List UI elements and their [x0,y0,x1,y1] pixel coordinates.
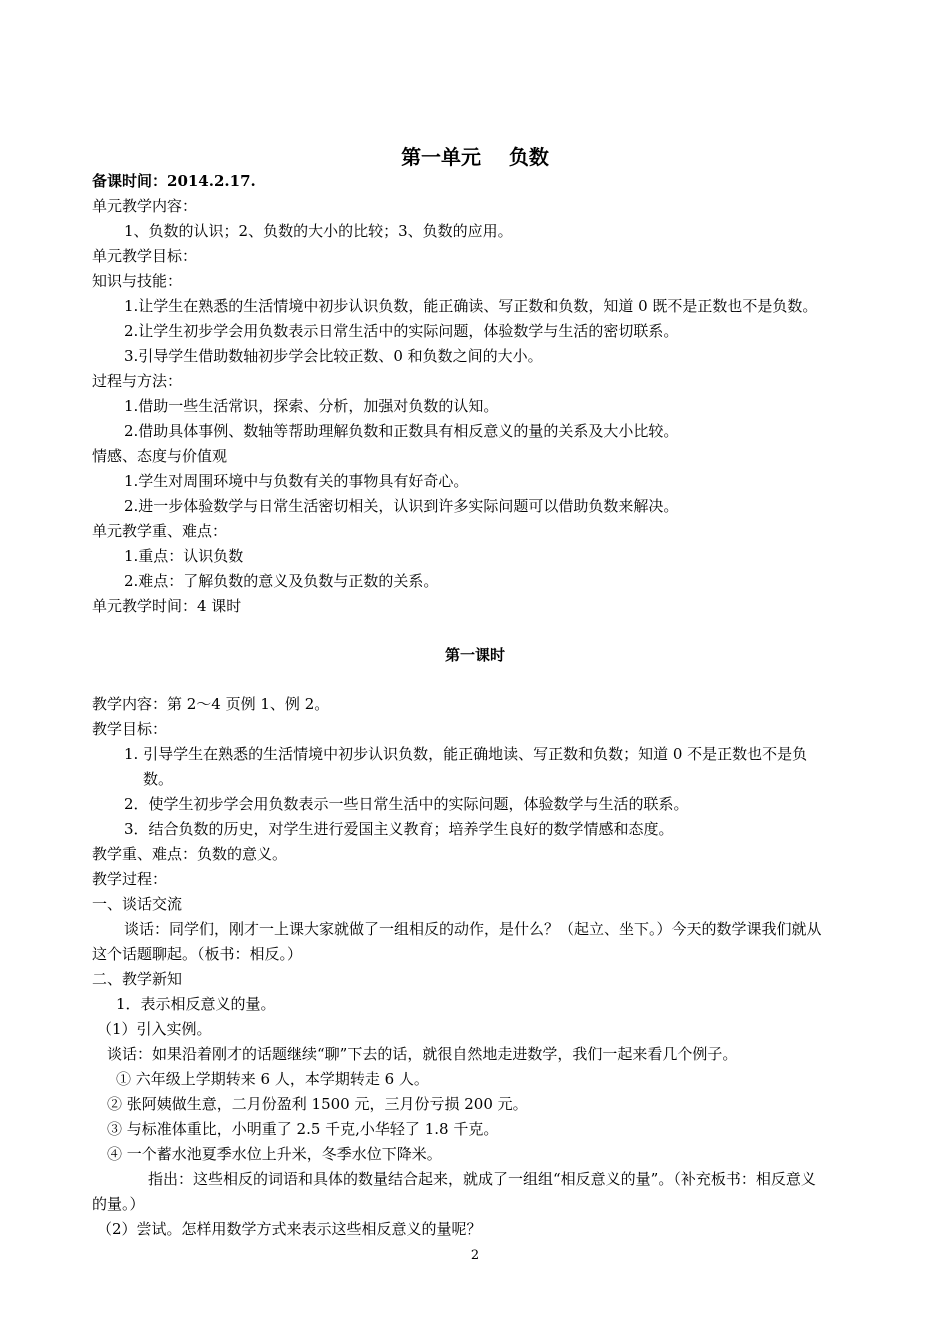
talk-paragraph-cont: 这个话题聊起。（板书：相反。） [92,945,303,963]
unit-title: 第一单元 负数 [401,145,549,169]
step-sub: （1）引入实例。 [97,1020,212,1038]
section-heading: 二、教学新知 [92,970,183,988]
process-item: 1.借助一些生活常识，探索、分析，加强对负数的认知。 [124,397,499,415]
point-paragraph-cont: 的量。） [92,1195,145,1213]
example-item: ④ 一个蓄水池夏季水位上升米，冬季水位下降米。 [107,1145,442,1163]
knowledge-item: 2.让学生初步学会用负数表示日常生活中的实际问题，体验数学与生活的密切联系。 [124,322,679,340]
lesson-title: 第一课时 [444,646,505,664]
lesson-process-label: 教学过程： [92,870,168,888]
lesson-goal-item: 3．结合负数的历史，对学生进行爱国主义教育；培养学生良好的数学情感和态度。 [124,820,674,838]
page-number: 2 [470,1248,480,1263]
talk-paragraph: 谈话：如果沿着刚才的话题继续“聊”下去的话，就很自然地走进数学，我们一起来看几个例子。 [107,1045,738,1063]
lesson-key: 教学重、难点：负数的意义。 [92,845,288,863]
key-item: 2.难点：了解负数的意义及负数与正数的关系。 [124,572,439,590]
key-label: 单元教学重、难点： [92,522,228,540]
section-heading: 一、谈话交流 [92,895,183,913]
lesson-goal-label: 教学目标： [92,720,168,738]
lesson-goal-item: 2．使学生初步学会用负数表示一些日常生活中的实际问题，体验数学与生活的联系。 [124,795,689,813]
step-sub: （2）尝试。怎样用数学方式来表示这些相反意义的量呢？ [97,1220,482,1238]
prep-time: 备课时间：2014.2.17. [92,172,256,190]
lesson-goal-item: 1. 引导学生在熟悉的生活情境中初步认识负数，能正确地读、写正数和负数；知道 0 不是正数也不是负 [124,745,808,763]
unit-content-label: 单元教学内容： [92,197,198,215]
process-item: 2.借助具体事例、数轴等帮助理解负数和正数具有相反意义的量的关系及大小比较。 [124,422,679,440]
example-item: ③ 与标准体重比，小明重了 2.5 千克,小华轻了 1.8 千克。 [107,1120,499,1138]
knowledge-label: 知识与技能： [92,272,183,290]
emotion-item: 2.进一步体验数学与日常生活密切相关，认识到许多实际问题可以借助负数来解决。 [124,497,679,515]
lesson-content: 教学内容：第 2～4 页例 1、例 2。 [92,695,330,713]
process-label: 过程与方法： [92,372,183,390]
lesson-goal-item-cont: 数。 [143,770,174,788]
point-paragraph: 指出：这些相反的词语和具体的数量结合起来，就成了一组组“相反意义的量”。（补充板书：相反意义 [148,1170,816,1188]
unit-goal-label: 单元教学目标： [92,247,198,265]
knowledge-item: 3.引导学生借助数轴初步学会比较正数、0 和负数之间的大小。 [124,347,543,365]
example-item: ① 六年级上学期转来 6 人，本学期转走 6 人。 [116,1070,429,1088]
example-item: ② 张阿姨做生意，二月份盈利 1500 元，三月份亏损 200 元。 [107,1095,528,1113]
unit-content: 1、负数的认识；2、负数的大小的比较；3、负数的应用。 [124,222,513,240]
key-item: 1.重点：认识负数 [124,547,244,565]
unit-time: 单元教学时间：4 课时 [92,597,242,615]
emotion-label: 情感、态度与价值观 [92,447,228,465]
emotion-item: 1.学生对周围环境中与负数有关的事物具有好奇心。 [124,472,469,490]
knowledge-item: 1.让学生在熟悉的生活情境中初步认识负数，能正确读、写正数和负数，知道 0 既不是正数也不是负数。 [124,297,818,315]
talk-paragraph: 谈话：同学们，刚才一上课大家就做了一组相反的动作，是什么？（起立、坐下。）今天的数学课我们就从 [124,920,822,938]
step-heading: 1．表示相反意义的量。 [116,995,276,1013]
